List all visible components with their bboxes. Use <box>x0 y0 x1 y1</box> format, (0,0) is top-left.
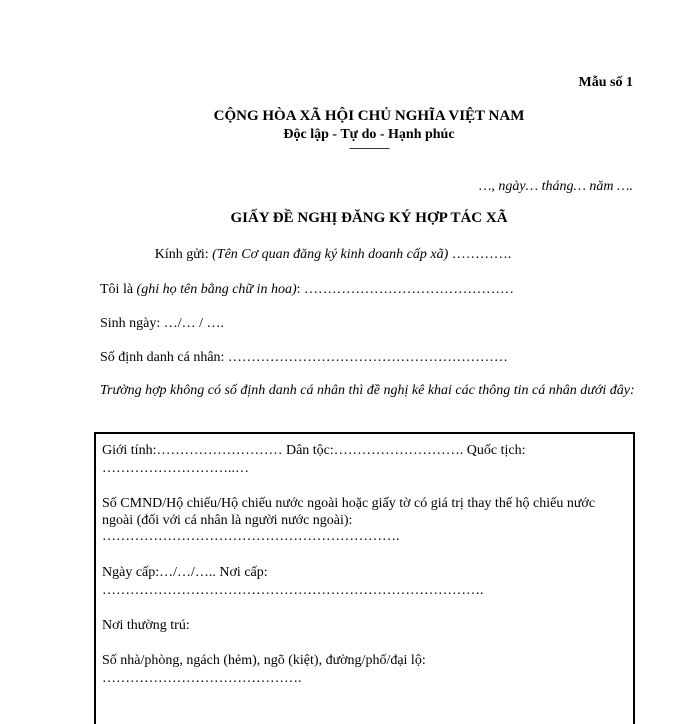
recipient-prefix: Kính gửi: <box>154 247 213 262</box>
gender-ethnicity-nationality-line: Giới tính:……………………… Dân tộc:………………………. Quốc tịch: <box>102 443 526 458</box>
residence-label: Nơi thường trú: <box>102 618 190 633</box>
name-field <box>100 282 514 298</box>
nationality-dots: ………………………..… <box>102 461 249 476</box>
name-dots: : ……………………………………… <box>296 282 514 297</box>
recipient-suffix: …………. <box>448 247 512 262</box>
dob-field: Sinh ngày: …/… / …. <box>100 316 225 331</box>
form-number: Mẫu số 1 <box>578 75 633 90</box>
nation-heading: CỘNG HÒA XÃ HỘI CHỦ NGHĨA VIỆT NAM <box>213 108 525 124</box>
id-document-dots: ………………………………………………………. <box>102 529 400 544</box>
name-prefix: Tôi là <box>100 282 137 297</box>
id-document-label: Số CMND/Hộ chiếu/Hộ chiếu nước ngoài hoặc giấy tờ có giá trị thay thế hộ chiếu nước ngoài (đối với cá nhân là người nước ngoài): <box>102 496 596 528</box>
document-title: GIẤY ĐỀ NGHỊ ĐĂNG KÝ HỢP TÁC XÃ <box>230 210 508 226</box>
instruction-note: Trường hợp không có số định danh cá nhân thì đề nghị kê khai các thông tin cá nhân dưới đây: <box>100 383 635 398</box>
name-hint: (ghi họ tên bằng chữ in hoa) <box>136 282 297 297</box>
separator: --------------- <box>349 142 389 154</box>
recipient-line <box>0 247 666 263</box>
recipient-placeholder: (Tên Cơ quan đăng ký kinh doanh cấp xã) <box>212 247 449 262</box>
issue-date-place-line: Ngày cấp:…/…/….. Nơi cấp: <box>102 565 268 580</box>
issue-place-dots: ………………………………………………………………………. <box>102 583 484 598</box>
date-line: …, ngày… tháng… năm …. <box>478 179 633 194</box>
personal-id-field: Số định danh cá nhân: …………………………………………………… <box>100 350 508 365</box>
address-dots: ……………………………………. <box>102 671 302 686</box>
motto: Độc lập - Tự do - Hạnh phúc <box>283 127 455 142</box>
personal-info-box <box>94 432 635 724</box>
address-label: Số nhà/phòng, ngách (hẻm), ngõ (kiệt), đường/phố/đại lộ: <box>102 653 426 668</box>
